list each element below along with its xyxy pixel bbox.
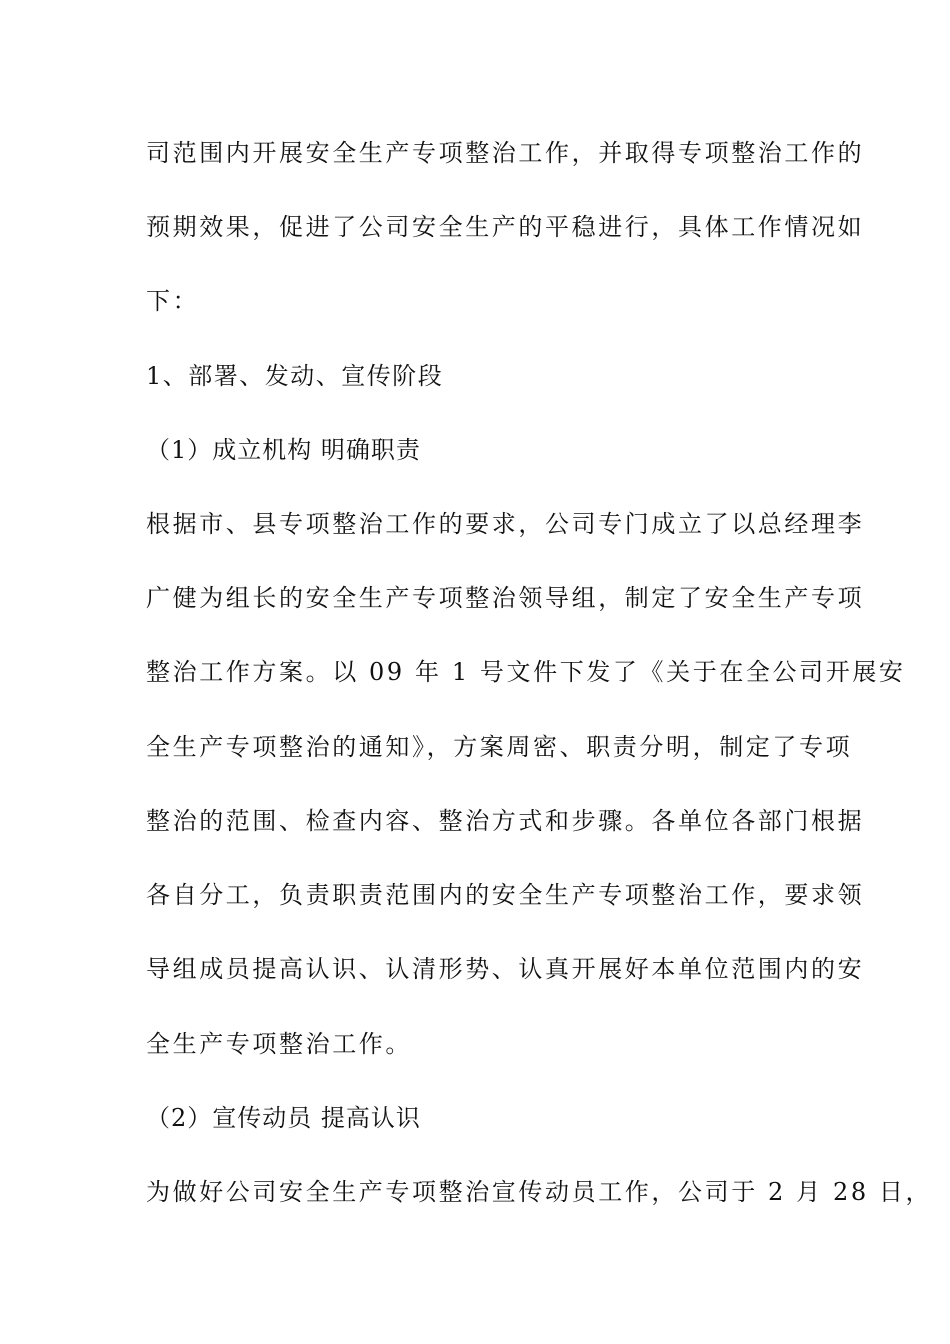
subsection-heading: （1）成立机构 明确职责	[146, 436, 421, 464]
body-text-line: 导组成员提高认识、认清形势、认真开展好本单位范围内的安	[146, 955, 865, 983]
body-text-line: 整治工作方案。以 09 年 1 号文件下发了《关于在全公司开展安	[146, 658, 906, 686]
body-text-line: 广健为组长的安全生产专项整治领导组，制定了安全生产专项	[146, 584, 865, 612]
body-text-line: 全生产专项整治工作。	[146, 1030, 412, 1058]
body-text-line: 全生产专项整治的通知》，方案周密、职责分明，制定了专项	[146, 733, 853, 761]
body-text-line: 根据市、县专项整治工作的要求，公司专门成立了以总经理李	[146, 510, 865, 538]
body-text-line: 为做好公司安全生产专项整治宣传动员工作，公司于 2 月 28 日，	[146, 1178, 933, 1206]
body-text-line: 整治的范围、检查内容、整治方式和步骤。各单位各部门根据	[146, 807, 865, 835]
body-text-line: 司范围内开展安全生产专项整治工作，并取得专项整治工作的	[146, 139, 865, 167]
body-text-line: 下：	[146, 287, 200, 315]
body-text-line: 预期效果，促进了公司安全生产的平稳进行，具体工作情况如	[146, 213, 865, 241]
body-text-line: 各自分工，负责职责范围内的安全生产专项整治工作，要求领	[146, 881, 865, 909]
section-heading: 1、部署、发动、宣传阶段	[146, 362, 444, 390]
subsection-heading: （2）宣传动员 提高认识	[146, 1104, 421, 1132]
